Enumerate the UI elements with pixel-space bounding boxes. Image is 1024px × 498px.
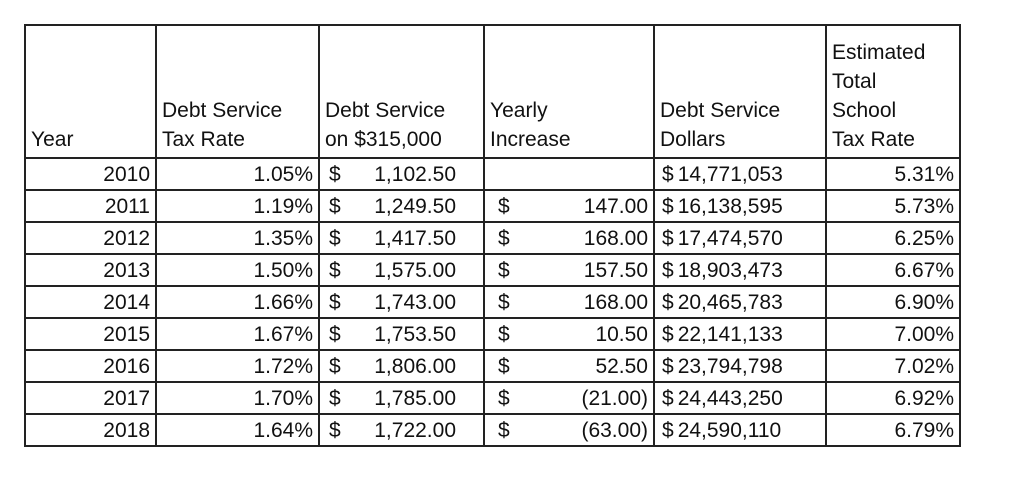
debt-amount-cell (319, 350, 484, 382)
debt-amount-cell-value: 1,417.50 (374, 226, 456, 250)
debt-service-table (24, 24, 961, 447)
table-row (25, 318, 960, 350)
table-body (25, 158, 960, 446)
debt-amount-cell-value: 1,575.00 (374, 258, 456, 282)
yearly-increase-cell-value: (63.00) (581, 418, 648, 442)
debt-amount-cell (319, 254, 484, 286)
year-cell: 2012 (25, 222, 156, 254)
currency-sign: $ (329, 226, 341, 250)
table-row (25, 350, 960, 382)
yearly-increase-cell (484, 286, 654, 318)
header-line: Increase (490, 128, 571, 151)
currency-sign: $ (662, 194, 674, 218)
debt-amount-cell (319, 318, 484, 350)
tax-rate-cell: 1.64% (156, 414, 319, 446)
header-line: Year (31, 128, 74, 151)
header-line: Total (832, 70, 877, 93)
debt-amount-cell-value: 1,753.50 (374, 322, 456, 346)
tax-rate-cell: 1.19% (156, 190, 319, 222)
header-line: Debt Service (162, 99, 283, 122)
currency-sign: $ (662, 290, 674, 314)
header-yearly-increase (484, 25, 654, 158)
yearly-increase-cell-value: 10.50 (595, 322, 648, 346)
header-line: School (832, 99, 897, 122)
header-debt-dollars (654, 25, 826, 158)
header-total-tax-rate (826, 25, 960, 158)
total-tax-rate-cell: 6.92% (826, 382, 960, 414)
header-line: Dollars (660, 128, 726, 151)
debt-dollars-cell (654, 222, 826, 254)
debt-dollars-cell-value: 24,443,250 (677, 386, 783, 410)
yearly-increase-cell-value: 157.50 (583, 258, 648, 282)
header-row (25, 25, 960, 158)
year-cell: 2010 (25, 158, 156, 190)
currency-sign: $ (662, 322, 674, 346)
currency-sign: $ (329, 290, 341, 314)
year-cell: 2015 (25, 318, 156, 350)
header-line: on $315,000 (325, 128, 442, 151)
debt-dollars-cell (654, 318, 826, 350)
total-tax-rate-cell: 7.00% (826, 318, 960, 350)
total-tax-rate-cell: 6.90% (826, 286, 960, 318)
tax-rate-cell: 1.50% (156, 254, 319, 286)
currency-sign: $ (662, 418, 674, 442)
debt-dollars-cell-value: 24,590,110 (677, 418, 782, 442)
currency-sign: $ (662, 354, 674, 378)
currency-sign: $ (498, 418, 510, 442)
currency-sign: $ (329, 418, 341, 442)
tax-rate-cell: 1.72% (156, 350, 319, 382)
currency-sign: $ (662, 162, 674, 186)
header-line: Tax Rate (832, 128, 915, 151)
debt-amount-cell-value: 1,249.50 (374, 194, 456, 218)
debt-amount-cell (319, 190, 484, 222)
yearly-increase-cell-value: 147.00 (583, 194, 648, 218)
debt-amount-cell-value: 1,722.00 (374, 418, 456, 442)
currency-sign: $ (662, 386, 674, 410)
yearly-increase-cell (484, 158, 654, 190)
header-debt-on-315000 (319, 25, 484, 158)
tax-table-container (24, 24, 961, 447)
table-row (25, 222, 960, 254)
year-cell: 2017 (25, 382, 156, 414)
currency-sign: $ (498, 322, 510, 346)
tax-rate-cell: 1.05% (156, 158, 319, 190)
year-cell: 2011 (25, 190, 156, 222)
year-cell: 2018 (25, 414, 156, 446)
yearly-increase-cell (484, 382, 654, 414)
table-row (25, 190, 960, 222)
currency-sign: $ (498, 386, 510, 410)
debt-dollars-cell-value: 23,794,798 (677, 354, 783, 378)
yearly-increase-cell (484, 318, 654, 350)
tax-rate-cell: 1.70% (156, 382, 319, 414)
debt-amount-cell (319, 222, 484, 254)
header-line: Tax Rate (162, 128, 245, 151)
debt-dollars-cell-value: 14,771,053 (677, 162, 783, 186)
yearly-increase-cell (484, 222, 654, 254)
header-line: Yearly (490, 99, 548, 122)
currency-sign: $ (498, 194, 510, 218)
yearly-increase-cell-value: 168.00 (583, 290, 648, 314)
debt-amount-cell (319, 158, 484, 190)
debt-amount-cell-value: 1,743.00 (374, 290, 456, 314)
debt-dollars-cell (654, 254, 826, 286)
yearly-increase-cell-value: (21.00) (581, 386, 648, 410)
yearly-increase-cell-value: 52.50 (595, 354, 648, 378)
currency-sign: $ (329, 194, 341, 218)
currency-sign: $ (498, 290, 510, 314)
currency-sign: $ (329, 322, 341, 346)
year-cell: 2013 (25, 254, 156, 286)
currency-sign: $ (329, 258, 341, 282)
header-line: Debt Service (660, 99, 781, 122)
year-cell: 2014 (25, 286, 156, 318)
debt-dollars-cell (654, 414, 826, 446)
tax-rate-cell: 1.35% (156, 222, 319, 254)
debt-dollars-cell (654, 350, 826, 382)
currency-sign: $ (329, 162, 341, 186)
yearly-increase-cell (484, 254, 654, 286)
debt-dollars-cell (654, 190, 826, 222)
debt-amount-cell (319, 414, 484, 446)
total-tax-rate-cell: 6.25% (826, 222, 960, 254)
currency-sign: $ (498, 354, 510, 378)
debt-dollars-cell (654, 382, 826, 414)
header-line: Estimated (832, 41, 926, 64)
yearly-increase-cell (484, 350, 654, 382)
year-cell: 2016 (25, 350, 156, 382)
table-row (25, 414, 960, 446)
currency-sign: $ (498, 258, 510, 282)
table-row (25, 286, 960, 318)
total-tax-rate-cell: 5.31% (826, 158, 960, 190)
debt-dollars-cell-value: 18,903,473 (677, 258, 783, 282)
total-tax-rate-cell: 7.02% (826, 350, 960, 382)
yearly-increase-cell (484, 190, 654, 222)
currency-sign: $ (662, 258, 674, 282)
header-line: Debt Service (325, 99, 446, 122)
debt-amount-cell-value: 1,785.00 (374, 386, 456, 410)
debt-amount-cell (319, 382, 484, 414)
table-row (25, 158, 960, 190)
debt-amount-cell-value: 1,102.50 (374, 162, 456, 186)
debt-dollars-cell-value: 16,138,595 (677, 194, 783, 218)
total-tax-rate-cell: 6.79% (826, 414, 960, 446)
debt-dollars-cell-value: 20,465,783 (677, 290, 783, 314)
yearly-increase-cell (484, 414, 654, 446)
header-year (25, 25, 156, 158)
currency-sign: $ (662, 226, 674, 250)
debt-dollars-cell-value: 17,474,570 (677, 226, 783, 250)
tax-rate-cell: 1.67% (156, 318, 319, 350)
table-row (25, 382, 960, 414)
total-tax-rate-cell: 6.67% (826, 254, 960, 286)
debt-dollars-cell (654, 158, 826, 190)
tax-rate-cell: 1.66% (156, 286, 319, 318)
debt-dollars-cell-value: 22,141,133 (677, 322, 783, 346)
yearly-increase-cell-value: 168.00 (583, 226, 648, 250)
debt-amount-cell (319, 286, 484, 318)
currency-sign: $ (329, 386, 341, 410)
debt-dollars-cell (654, 286, 826, 318)
currency-sign: $ (329, 354, 341, 378)
total-tax-rate-cell: 5.73% (826, 190, 960, 222)
header-tax-rate (156, 25, 319, 158)
currency-sign: $ (498, 226, 510, 250)
debt-amount-cell-value: 1,806.00 (374, 354, 456, 378)
table-row (25, 254, 960, 286)
